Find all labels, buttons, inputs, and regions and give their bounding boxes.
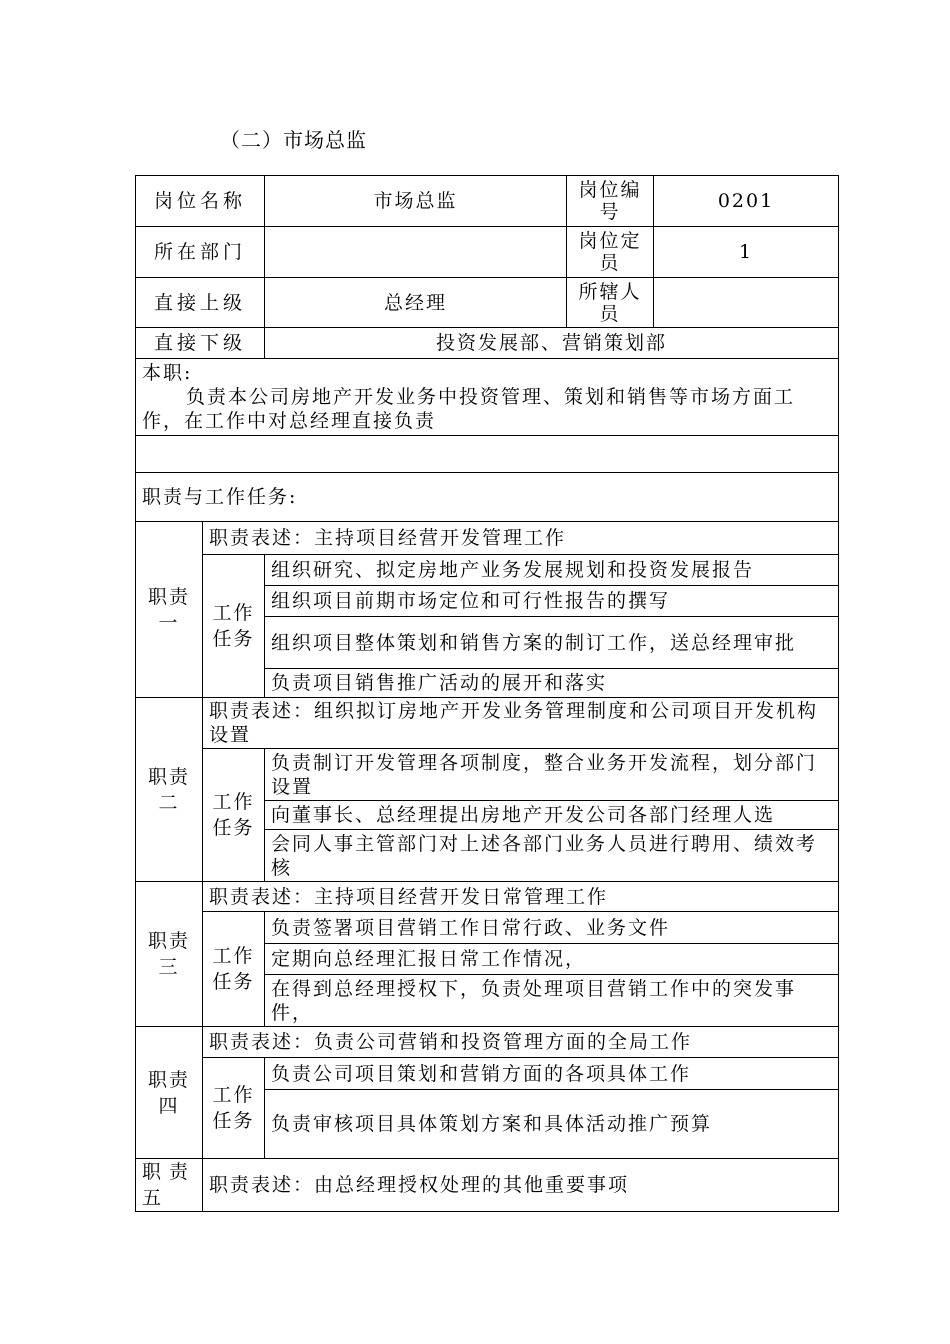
duty-row: [136, 522, 839, 555]
duty-label: 职责三: [136, 882, 203, 1027]
duty-desc: 职责表述：负责公司营销和投资管理方面的全局工作: [203, 1027, 839, 1058]
row-blank: [136, 436, 839, 473]
duty-row: [136, 1027, 839, 1058]
task-item: 负责审核项目具体策划方案和具体活动推广预算: [265, 1090, 839, 1159]
core-duty-label: 本职:: [142, 362, 193, 384]
duty-desc: 职责表述：主持项目经营开发日常管理工作: [203, 882, 839, 912]
subordinate-label: 直接下级: [136, 328, 265, 359]
duty-desc: 职责表述：由总经理授权处理的其他重要事项: [203, 1159, 839, 1212]
post-no-value: 0201: [654, 176, 839, 227]
row-core-duty: [136, 359, 839, 436]
superior-label: 直接上级: [136, 278, 265, 328]
subordinate-value: 投资发展部、营销策划部: [265, 328, 839, 359]
dept-value: [265, 227, 567, 278]
superior-value: 总经理: [265, 278, 567, 328]
row-post-name: [136, 176, 839, 227]
duty-row: [136, 698, 839, 749]
task-label: 工作任务: [203, 749, 265, 882]
duty-label: 职责五: [136, 1159, 203, 1212]
task-item: 负责制订开发管理各项制度，整合业务开发流程，划分部门设置: [265, 749, 839, 801]
task-label: 工作任务: [203, 555, 265, 698]
duty-row: [136, 1159, 839, 1212]
task-item: 负责项目销售推广活动的展开和落实: [265, 669, 839, 698]
dept-label: 所在部门: [136, 227, 265, 278]
task-item: 在得到总经理授权下，负责处理项目营销工作中的突发事件，: [265, 975, 839, 1027]
duty-desc: 职责表述：组织拟订房地产开发业务管理制度和公司项目开发机构设置: [203, 698, 839, 749]
quota-label: 岗位定员: [567, 227, 654, 278]
task-label: 工作任务: [203, 1058, 265, 1159]
duty-label: 职责二: [136, 698, 203, 882]
task-item: 组织项目整体策划和销售方案的制订工作，送总经理审批: [265, 617, 839, 669]
post-no-label: 岗位编号: [567, 176, 654, 227]
task-label: 工作任务: [203, 912, 265, 1027]
duty-label: 职责一: [136, 522, 203, 698]
task-item: 向董事长、总经理提出房地产开发公司各部门经理人选: [265, 801, 839, 830]
quota-value: 1: [654, 227, 839, 278]
blank-cell: [136, 436, 839, 473]
task-item: 组织项目前期市场定位和可行性报告的撰写: [265, 586, 839, 617]
row-subordinate: [136, 328, 839, 359]
task-row: [136, 555, 839, 586]
task-item: 定期向总经理汇报日常工作情况，: [265, 944, 839, 975]
core-duty-text: 负责本公司房地产开发业务中投资管理、策划和销售等市场方面工作，在工作中对总经理直接负责: [142, 386, 796, 432]
task-row: [136, 1058, 839, 1090]
task-item: 组织研究、拟定房地产业务发展规划和投资发展报告: [265, 555, 839, 586]
row-duties-title: [136, 473, 839, 522]
task-item: 负责签署项目营销工作日常行政、业务文件: [265, 912, 839, 944]
post-name-value: 市场总监: [265, 176, 567, 227]
task-item: 会同人事主管部门对上述各部门业务人员进行聘用、绩效考核: [265, 830, 839, 882]
staff-value: [654, 278, 839, 328]
duty-label: 职责四: [136, 1027, 203, 1159]
job-description-table: [135, 175, 839, 1212]
duty-row: [136, 882, 839, 912]
task-row: [136, 749, 839, 801]
row-superior: [136, 278, 839, 328]
duties-title: 职责与工作任务:: [136, 473, 839, 522]
duty-desc: 职责表述：主持项目经营开发管理工作: [203, 522, 839, 555]
task-item: 负责公司项目策划和营销方面的各项具体工作: [265, 1058, 839, 1090]
post-name-label: 岗位名称: [136, 176, 265, 227]
section-heading: （二）市场总监: [220, 128, 367, 152]
row-dept: [136, 227, 839, 278]
task-row: [136, 912, 839, 944]
staff-label: 所辖人员: [567, 278, 654, 328]
